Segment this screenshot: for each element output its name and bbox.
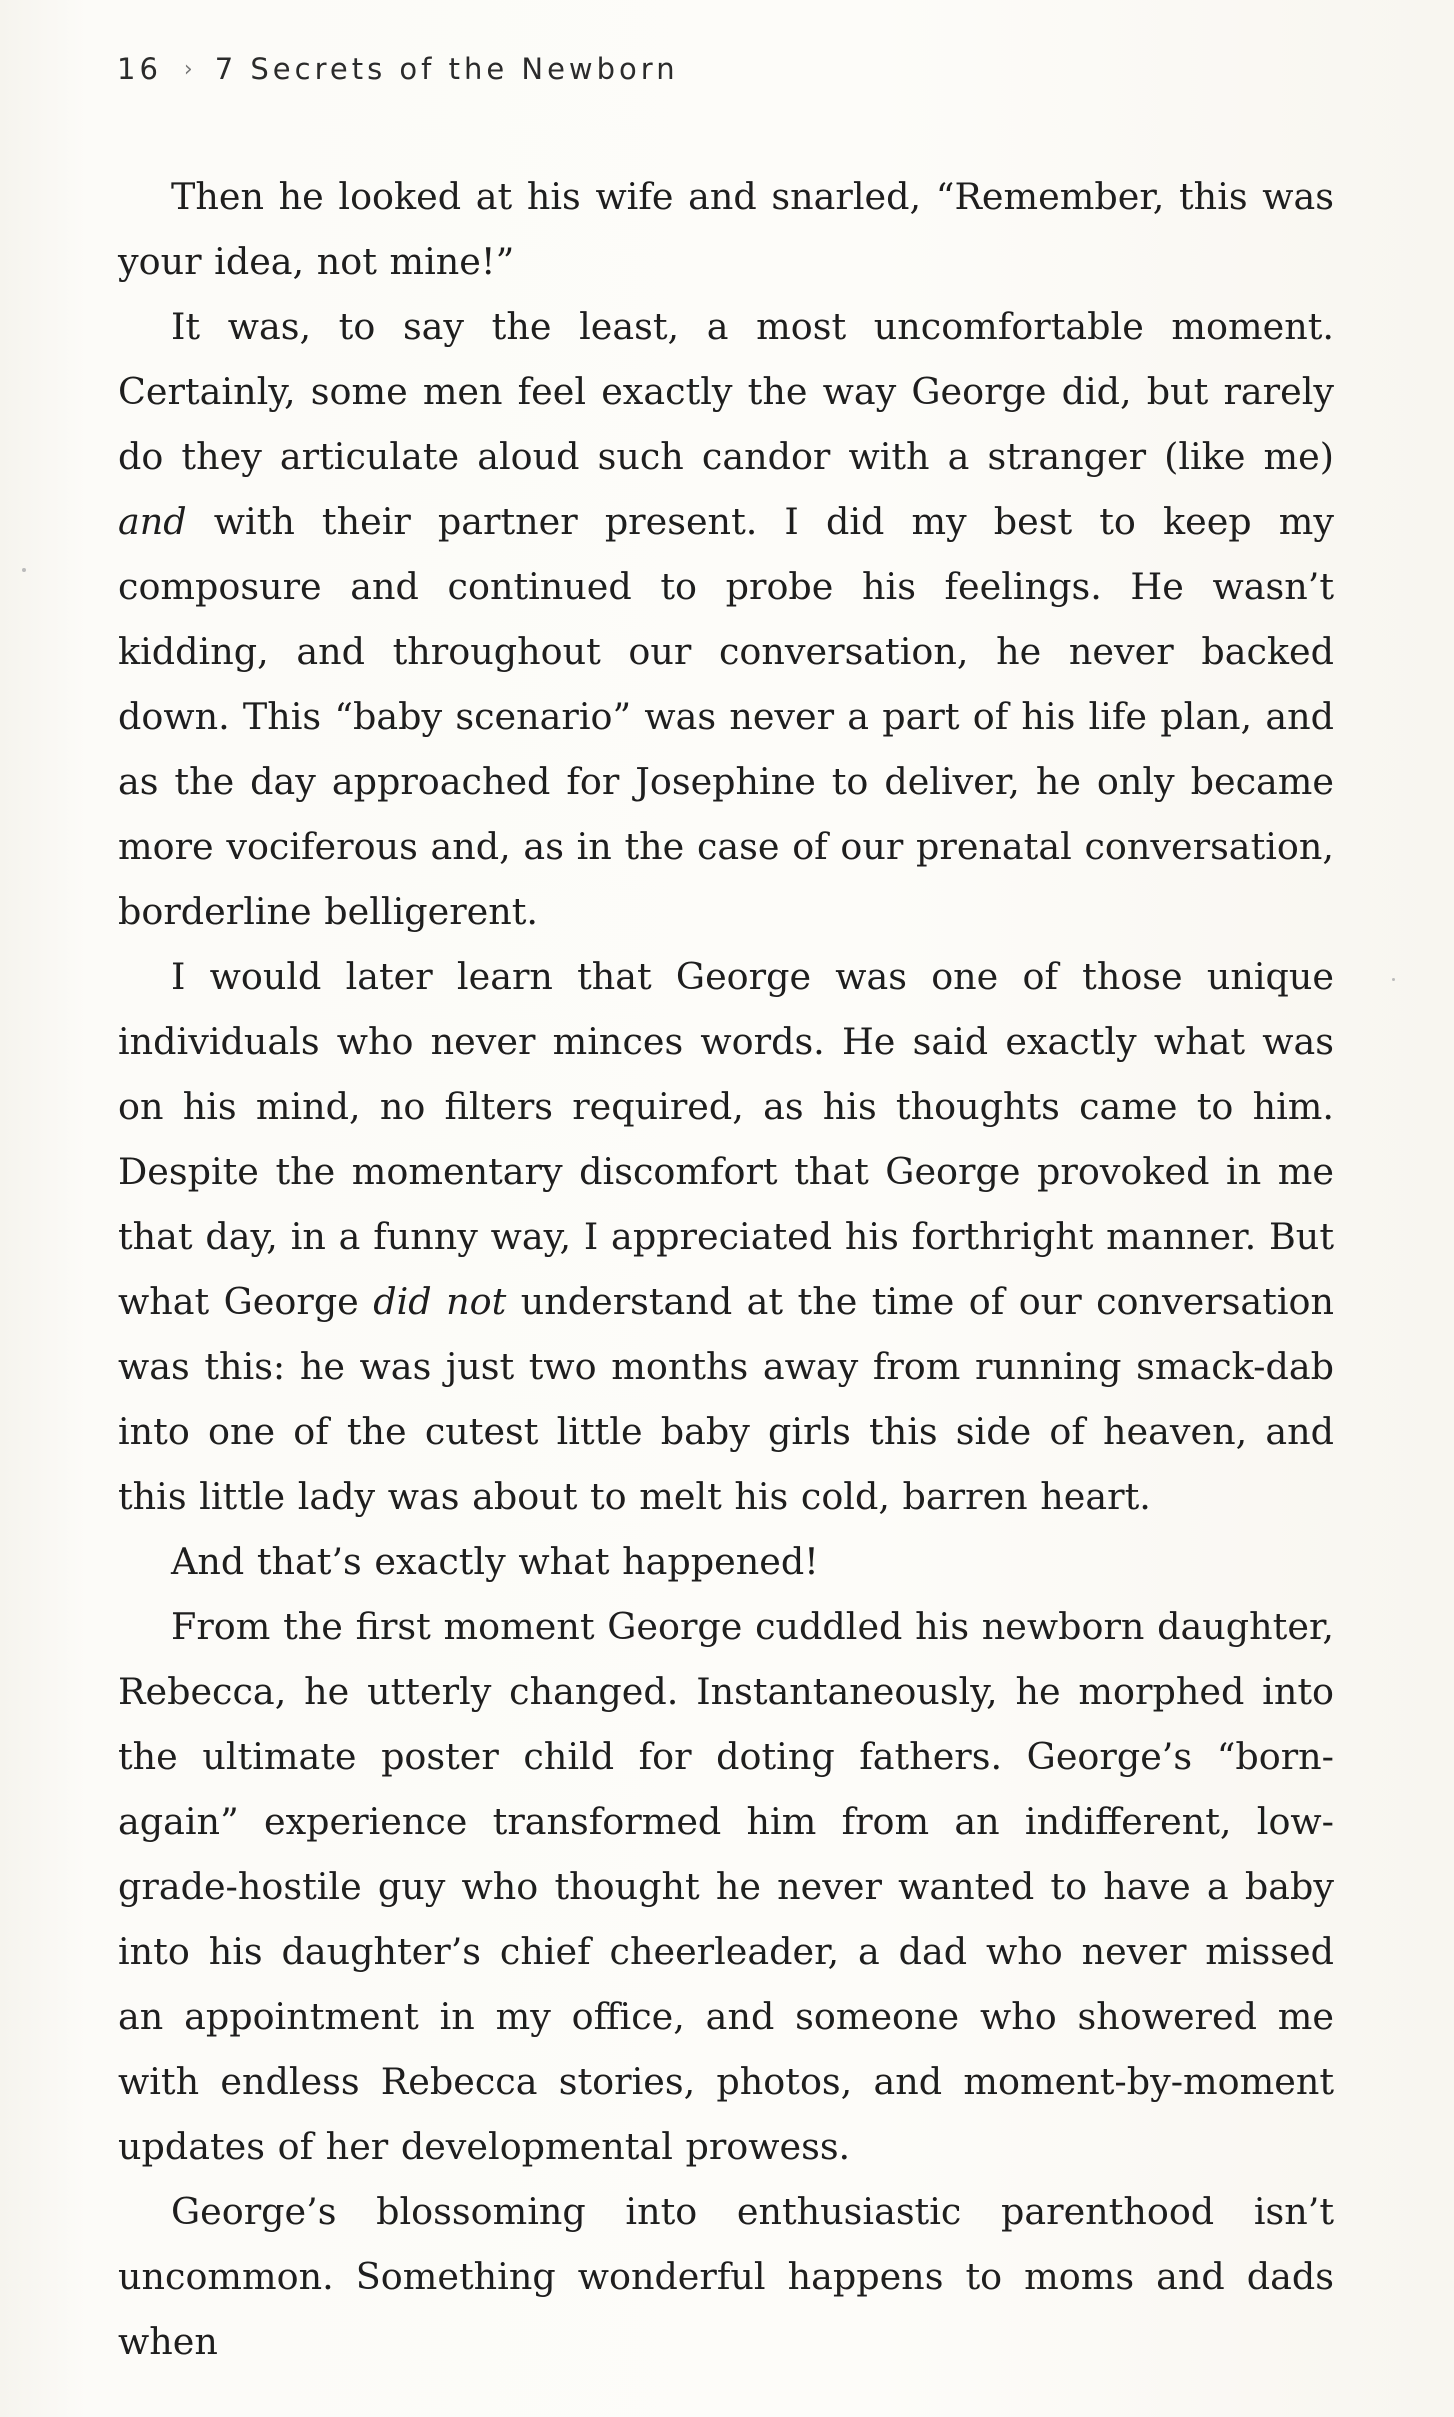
paragraph-text-after: understand at the time of our conversation was this: he was just two months away from running smack-dab into one of the cutest little baby girls this side of heaven, and this little lady was about to melt his cold, barren heart. (118, 1280, 1335, 1518)
paper-speck (1392, 978, 1395, 981)
paragraph-1 (118, 164, 1334, 294)
paragraph-5 (118, 1594, 1334, 2179)
page-number: 16 (117, 52, 162, 86)
running-head (117, 52, 679, 86)
paragraph-text: George’s blossoming into enthusiastic parenthood isn’t uncommon. Something wonderful happens to moms and dads when (118, 2190, 1334, 2363)
paragraph-text: And that’s exactly what happened! (171, 1540, 819, 1583)
paragraph-2 (118, 294, 1334, 944)
paragraph-text-after: with their partner present. I did my best to keep my composure and continued to probe his feelings. He wasn’t kidding, and throughout our conversation, he never backed down. This “baby scenario” was never a part of his life plan, and as the day approached for Josephine to deliver, he only became more vociferous and, as in the case of our prenatal conversation, borderline belligerent. (118, 500, 1334, 933)
paragraph-3 (118, 944, 1334, 1529)
paper-speck (22, 568, 26, 572)
book-title: 7 Secrets of the Newborn (214, 52, 679, 86)
paragraph-text: Then he looked at his wife and snarled, “Remember, this was your idea, not mine!” (118, 175, 1334, 283)
paragraph-text-before: I would later learn that George was one of those unique individuals who never minces words. He said exactly what was on his mind, no filters required, as his thoughts came to him. Despite the momentary discomfort that George provoked in me that day, in a funny way, I appreciated his forthright manner. But what George (118, 955, 1334, 1323)
emphasis-text: and (118, 500, 187, 543)
separator-arrow-icon: › (183, 57, 193, 82)
paragraph-text-before: It was, to say the least, a most uncomfortable moment. Certainly, some men feel exactly the way George did, but rarely do they articulate aloud such candor with a stranger (like me) (118, 305, 1334, 478)
paragraph-6 (118, 2179, 1334, 2374)
body-text (118, 164, 1334, 2374)
paragraph-text: From the first moment George cuddled his newborn daughter, Rebecca, he utterly changed. Instantaneously, he morphed into the ultimate poster child for doting fathers. George’s “born-again” experience transformed him from an indifferent, low-grade-hostile guy who thought he never wanted to have a baby into his daughter’s chief cheerleader, a dad who never missed an appointment in my office, and someone who showered me with endless Rebecca stories, photos, and moment-by-moment updates of her developmental prowess. (118, 1605, 1334, 2168)
paragraph-4 (118, 1529, 1334, 1594)
emphasis-text: did not (373, 1280, 507, 1323)
